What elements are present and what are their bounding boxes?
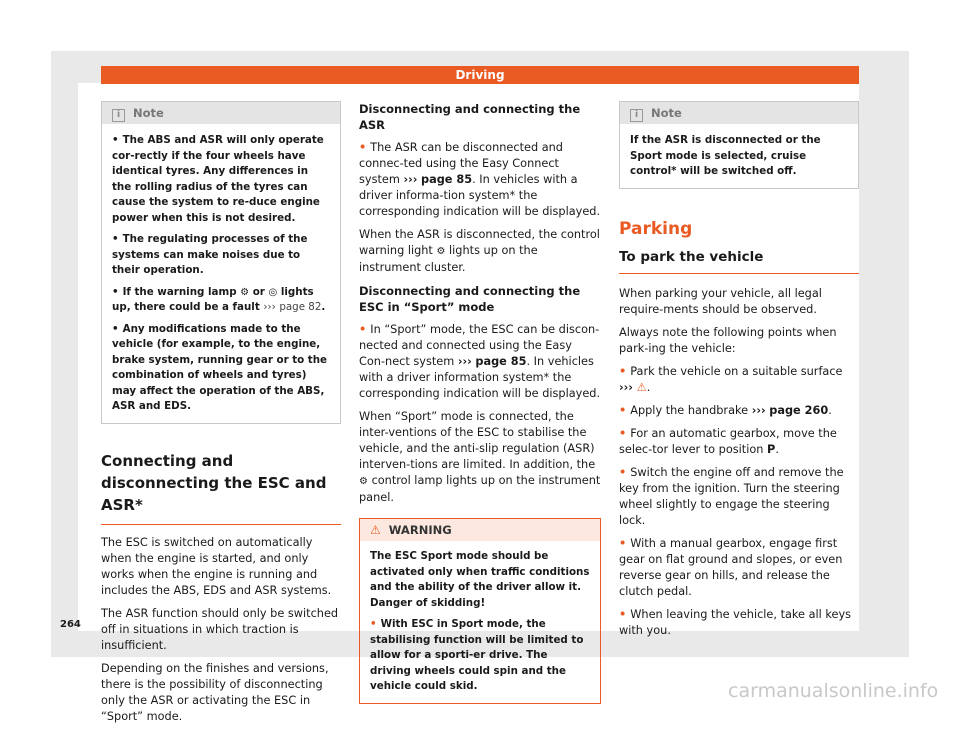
warning-icon: ⚠ [636,380,647,394]
paragraph: Depending on the finishes and versions, there is the possibility of disconnecting only the ASR or activating the ESC in “Sport” mode. [101,661,329,723]
list-item: • With a manual gearbox, engage first gear on flat ground and slopes, or even reverse gear on hills, and release the clutch pedal. [619,536,843,598]
subsection-title: To park the vehicle [619,247,859,274]
esc-lamp-icon: ⚙ [436,246,446,257]
paragraph: • The ASR can be disconnected and connec-ted using the Easy Connect system ››› page 85. In vehicles with a driver informa-tion system* the corresponding indication will be displayed. [359,141,601,218]
note-item: • The ABS and ASR will only operate cor-rectly if the four wheels have identical tyres. Any differences in the rolling radius of the tyres can cause the system to re-duce engine power when this is not desired. [112,134,324,224]
page-link[interactable]: page 82 [279,301,322,313]
warning-paragraph: • With ESC in Sport mode, the stabilising function will be limited to allow for a sporti-er drive. The driving wheels could spin and the vehicle could skid. [370,618,584,692]
info-icon: i [630,109,643,122]
column-2 [359,101,601,704]
warning-box [359,518,601,704]
paragraph: Always note the following points when park-ing the vehicle: [619,325,837,355]
list-item: • Switch the engine off and remove the key from the ignition. Turn the steering wheel slightly to engage the steering lock. [619,465,844,527]
list-item: • Apply the handbrake ››› page 260. [619,403,832,417]
note-body [102,124,340,423]
esc-lamp-icon: ⚙ [359,476,368,487]
page-link[interactable]: page 85 [421,173,473,186]
list-item: • When leaving the vehicle, take all keys with you. [619,607,852,637]
parking-title: Parking [619,218,693,239]
list-item: • Park the vehicle on a suitable surface ››› ⚠. [619,364,843,394]
warning-header: ⚠ WARNING [360,519,600,541]
warning-body [360,541,600,703]
section-header: Driving [101,66,859,84]
paragraph: • In “Sport” mode, the ESC can be discon-nected and connected using the Easy Con-nect system ››› page 85. In vehicles with a driver information system* the corresponding indication will be displayed. [359,323,601,400]
note-item: • The regulating processes of the systems can make noises due to their operation. [112,233,308,276]
paragraph: The ASR function should only be switched off in situations in which traction is insufficient. [101,606,339,652]
info-icon: i [112,109,125,122]
warning-paragraph: The ESC Sport mode should be activated only when traffic conditions and the ability of the driver allow it. Danger of skidding! [370,550,590,609]
note-box [619,101,859,189]
paragraph: The ESC is switched on automatically when the engine is started, and only works when the engine is running and includes the ABS, EDS and ASR systems. [101,535,332,597]
note-item: • If the warning lamp ⚙ or ◎ lights up, there could be a fault ››› page 82. [112,285,326,313]
note-header: i Note [620,102,858,124]
column-3 [619,101,859,646]
page-link[interactable]: page 85 [475,355,527,368]
section-title: Connecting and disconnecting the ESC and ASR* [101,450,341,525]
note-item: • Any modifications made to the vehicle (for example, to the engine, brake system, running gear or to the combination of wheels and tyres) may affect the operation of the ABS, ASR and EDS. [112,322,328,412]
note-header [102,102,340,124]
watermark: carmanualsonline.info [728,680,939,702]
note-body: If the ASR is disconnected or the Sport mode is selected, cruise control* will be switched off. [630,134,821,177]
note-title: Note [133,106,164,120]
column-1 [101,101,341,732]
esc-lamp-icon: ⚙ [240,286,250,298]
subheading: Disconnecting and connecting the ASR [359,102,581,132]
page-number: 264 [60,619,81,630]
paragraph: When the ASR is disconnected, the control warning light ⚙ lights up on the instrument cluster. [359,228,600,274]
list-item: • For an automatic gearbox, move the selec-tor lever to position P. [619,426,837,456]
page-link[interactable]: page 260 [769,403,829,417]
warning-icon: ⚠ [370,523,381,537]
note-box [101,101,341,424]
subheading: Disconnecting and connecting the ESC in “Sport” mode [359,284,581,314]
abs-lamp-icon: ◎ [268,286,278,298]
paragraph: When parking your vehicle, all legal require-ments should be observed. [619,286,822,316]
paragraph: When “Sport” mode is connected, the inter-ventions of the ESC to stabilise the vehicle, and the anti-slip regulation (ASR) interven-tions are limited. In addition, the ⚙ control lamp lights up on the instrument panel. [359,410,601,504]
